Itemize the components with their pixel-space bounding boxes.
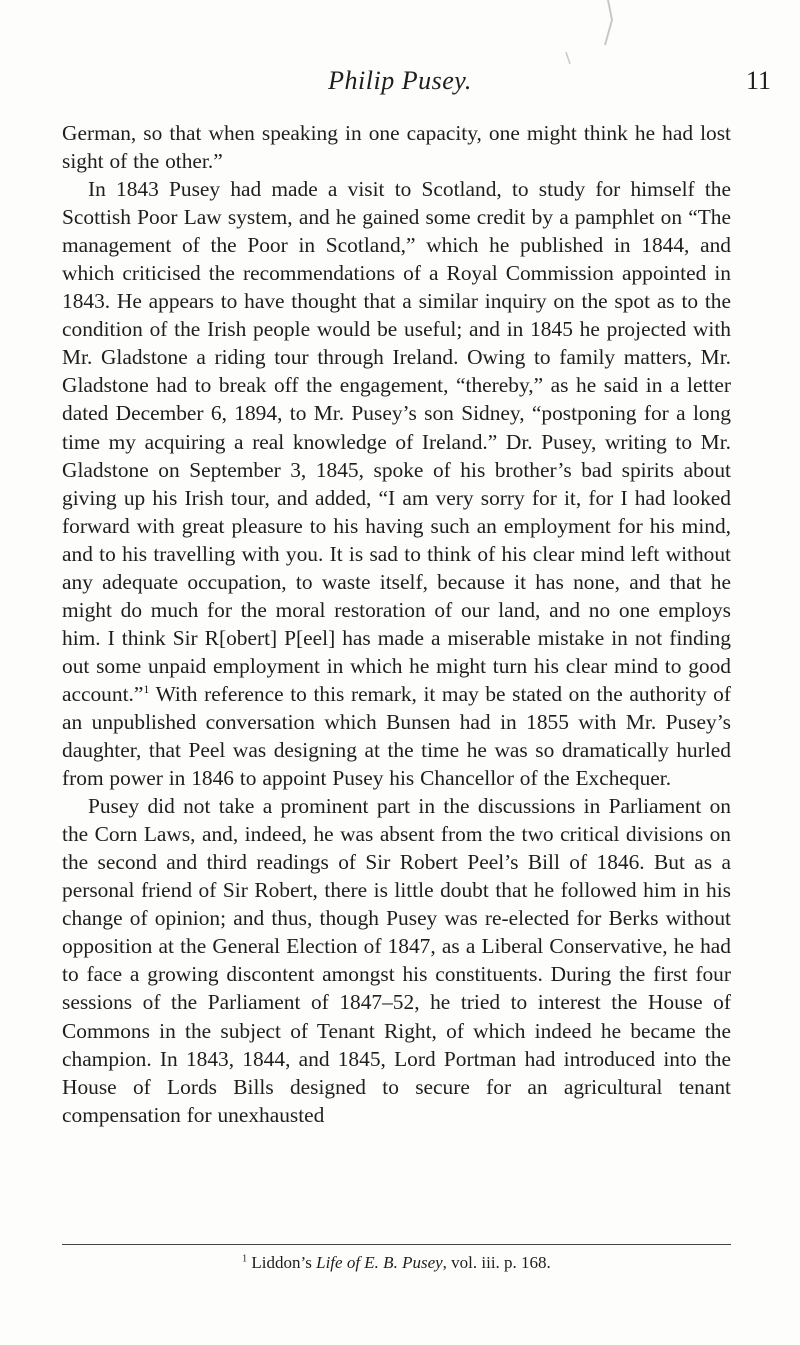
ink-mark-decoration (550, 0, 620, 70)
paragraph-text: With reference to this remark, it may be stated on the authority of an unpublished conversation which Bunsen had in 1855 with Mr. Pusey’s daughter, that Peel was designing at the time he was so dramatically hurled from power in 1846 to appoint Pusey his Chancellor of the Exchequer. (62, 681, 731, 791)
footnote (62, 1253, 731, 1273)
footnote-reference[interactable]: 1 (143, 681, 150, 696)
body-text (62, 119, 731, 1129)
paragraph-corn-laws: Pusey did not take a prominent part in the discussions in Parliament on the Corn Laws, and, indeed, he was absent from the two critical divisions on the second and third readings of Sir Robert Peel’s Bill of 1846. But as a personal friend of Sir Robert, there is little doubt that he followed him in his change of opinion; and thus, though Pusey was re-elected for Berks without opposition at the General Election of 1847, as a Liberal Conservative, he had to face a growing discontent amongst his constituents. During the first four sessions of the Parliament of 1847–52, he tried to interest the House of Commons in the subject of Tenant Right, of which indeed he became the champion. In 1843, 1844, and 1845, Lord Portman had introduced into the House of Lords Bills designed to secure for an agricultural tenant compensation for unexhausted (62, 794, 731, 1127)
page-number: 11 (745, 66, 771, 95)
paragraph-text: In 1843 Pusey had made a visit to Scotland, to study for himself the Scottish Poor Law system, and he gained some credit by a pamphlet on “The management of the Poor in Scotland,” which he published in 1844, and which criticised the recommendations of a Royal Commission appointed in 1843. He appears to have thought that a similar inquiry on the spot as to the condition of the Irish people would be useful; and in 1845 he projected with Mr. Gladstone a riding tour through Ireland. Owing to family matters, Mr. Gladstone had to break off the engagement, “thereby,” as he said in a letter dated December 6, 1894, to Mr. Pusey’s son Sidney, “postponing for a long time my acquiring a real knowledge of Ireland.” Dr. Pusey, writing to Mr. Gladstone on September 3, 1845, spoke of his brother’s bad spirits about giving up his Irish tour, and added, “I am very sorry for it, for I had looked forward with great pleasure to his having such an employment for his mind, and to his travelling with you. It is sad to think of his clear mind left without any adequate occupation, to waste itself, because it has none, and that he might do much for the moral restoration of our land, and no one employs him. I think Sir R[obert] P[eel] has made a miserable mistake in not finding out some unpaid employment in which he might turn his clear mind to good account.” (62, 177, 731, 706)
footnote-text: , vol. iii. p. 168. (442, 1253, 551, 1272)
paragraph-scotland-ireland (62, 175, 731, 792)
footnote-text: Liddon’s (247, 1253, 317, 1272)
footnote-divider (62, 1244, 731, 1245)
running-title: Philip Pusey. (328, 66, 472, 95)
paragraph-continuation: German, so that when speaking in one capacity, one might think he had lost sight of the other.” (62, 121, 731, 174)
page-header (0, 66, 800, 106)
footnote-book-title: Life of E. B. Pusey (316, 1253, 443, 1272)
footnote-marker: 1 (242, 1253, 248, 1265)
